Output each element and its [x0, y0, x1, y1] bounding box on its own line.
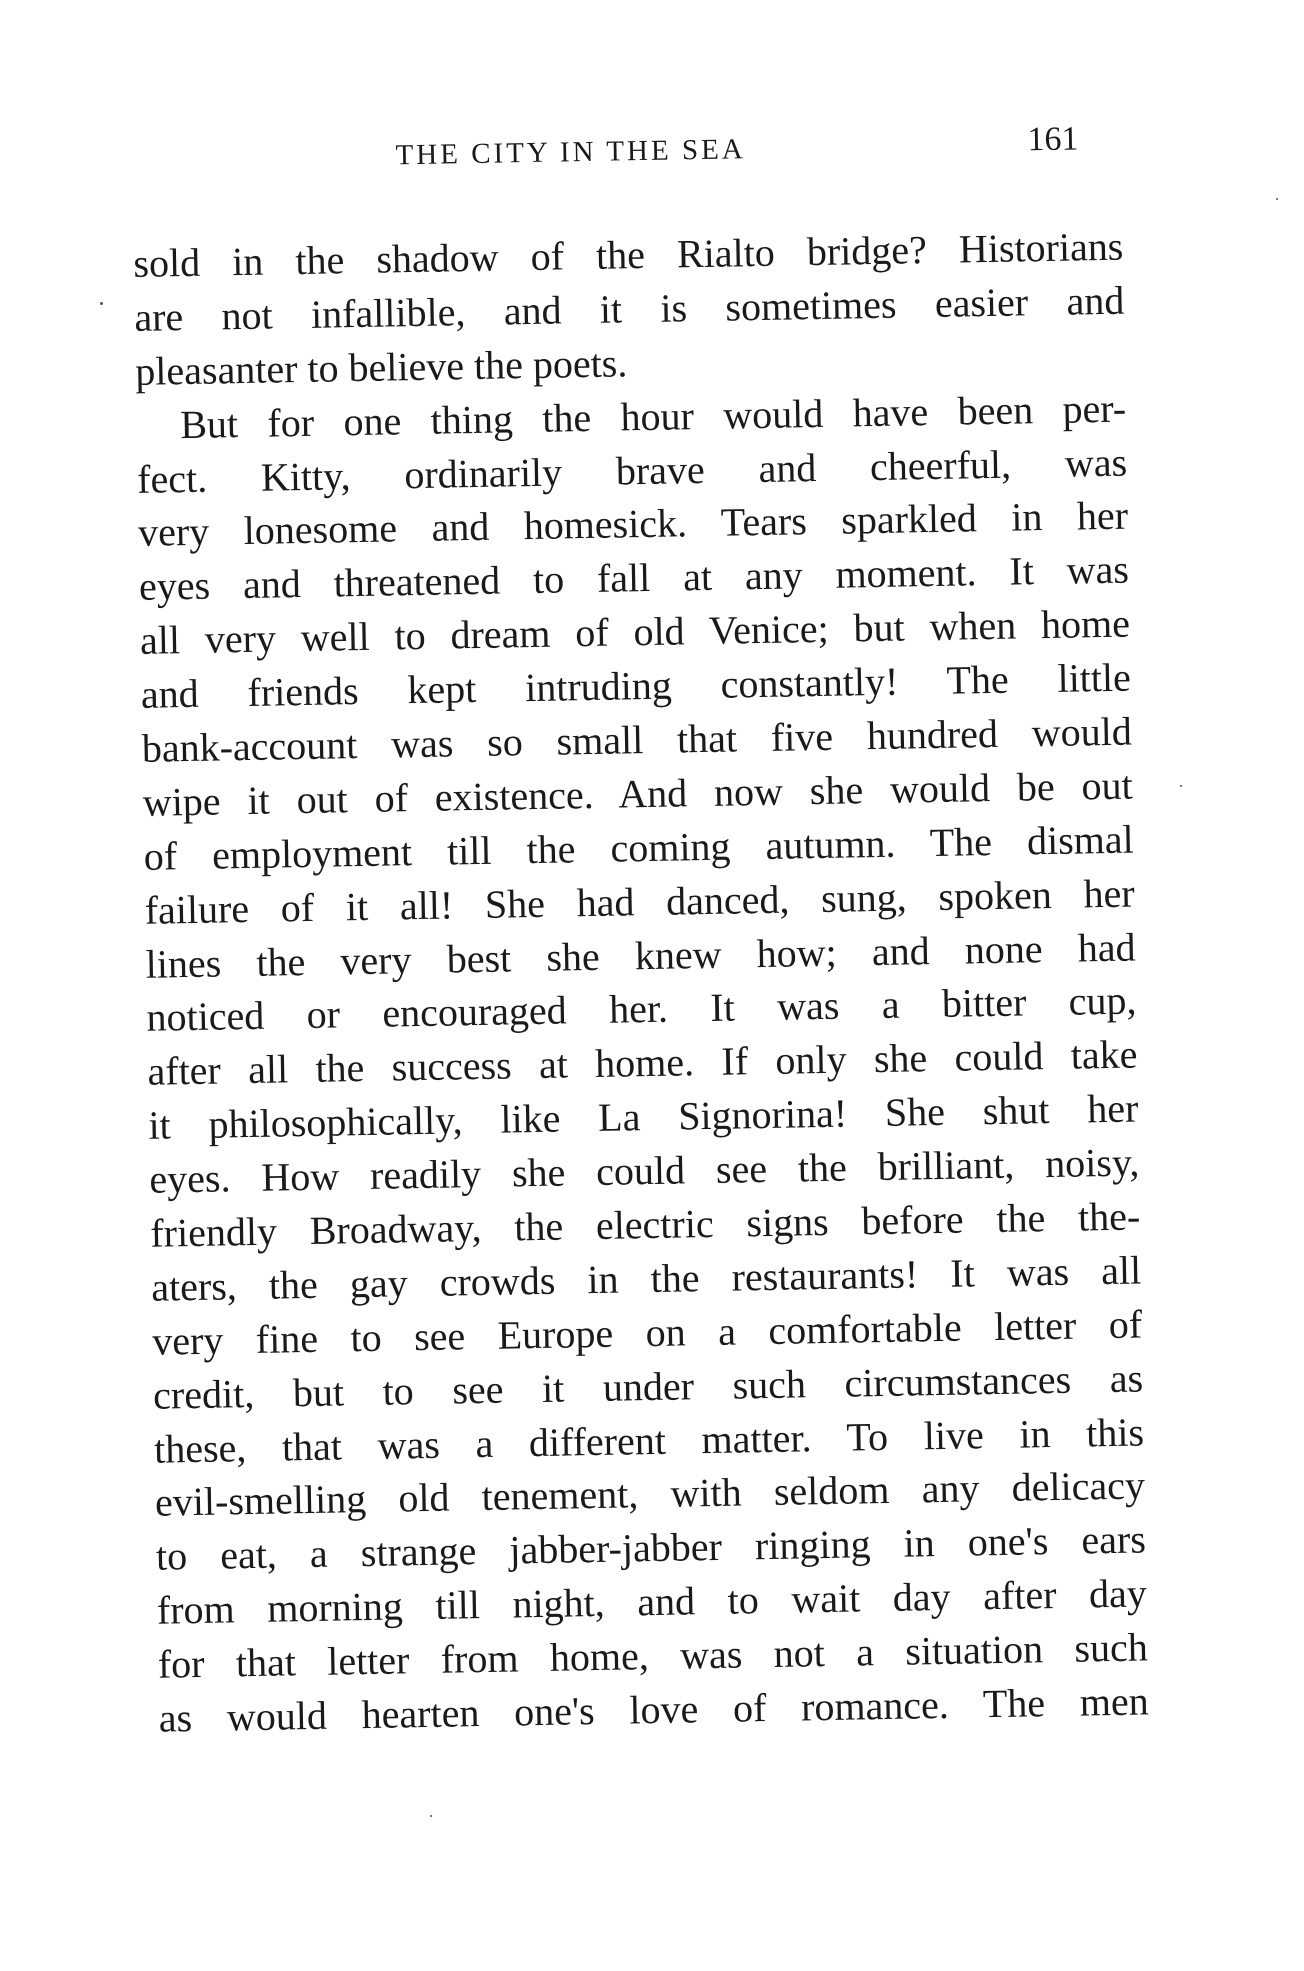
- text-line: very lonesome and homesick. Tears sparkled in her: [137, 493, 1129, 556]
- text-line: eyes and threatened to fall at any moment. It was: [138, 546, 1130, 610]
- text-line: after all the success at home. If only she could take: [147, 1031, 1138, 1095]
- text-line: But for one thing the hour would have been per-: [179, 385, 1127, 447]
- text-line: pleasanter to believe the poets.: [134, 340, 628, 394]
- text-line: these, that was a different matter. To live in this: [153, 1409, 1145, 1472]
- text-line: and friends kept intruding constantly! The little: [140, 654, 1132, 717]
- text-line: friendly Broadway, the electric signs before the the-: [149, 1193, 1141, 1256]
- body-text: [133, 220, 1149, 1746]
- text-line: very fine to see Europe on a comfortable letter of: [151, 1301, 1143, 1364]
- text-line: to eat, a strange jabber-jabber ringing in one's ears: [155, 1516, 1147, 1580]
- text-line: lines the very best she knew how; and none had: [145, 924, 1136, 987]
- scan-speck: [1180, 785, 1182, 787]
- text-line: sold in the shadow of the Rialto bridge? Historians: [133, 223, 1124, 286]
- text-line: from morning till night, and to wait day after day: [156, 1570, 1148, 1633]
- text-line: fect. Kitty, ordinarily brave and cheerful, was: [136, 439, 1128, 502]
- text-line: bank-account was so small that five hundred would: [141, 708, 1133, 771]
- running-head: THE CITY IN THE SEA: [395, 133, 746, 172]
- text-line: are not infallible, and it is sometimes easier and: [133, 277, 1125, 340]
- scan-speck: [1276, 198, 1278, 200]
- text-line: of employment till the coming autumn. The dismal: [143, 816, 1135, 879]
- text-line: evil-smelling old tenement, with seldom any delicacy: [154, 1462, 1146, 1526]
- text-line: as would hearten one's love of romance. The men: [158, 1678, 1150, 1741]
- text-line: it philosophically, like La Signorina! She shut her: [148, 1085, 1139, 1149]
- text-line: aters, the gay crowds in the restaurants! It was all: [150, 1247, 1142, 1310]
- page-number: 161: [1027, 120, 1079, 159]
- text-line: wipe it out of existence. And now she would be out: [142, 762, 1134, 825]
- text-line: credit, but to see it under such circumstances as: [152, 1355, 1144, 1418]
- text-line: noticed or encouraged her. It was a bitter cup,: [146, 977, 1137, 1041]
- text-line: eyes. How readily she could see the brilliant, noisy,: [149, 1139, 1140, 1202]
- text-line: all very well to dream of old Venice; but when home: [139, 600, 1131, 664]
- scan-speck: [430, 1815, 432, 1817]
- text-line: for that letter from home, was not a situation such: [157, 1624, 1149, 1687]
- text-line: failure of it all! She had danced, sung, spoken her: [144, 870, 1135, 933]
- scan-speck: [100, 302, 103, 305]
